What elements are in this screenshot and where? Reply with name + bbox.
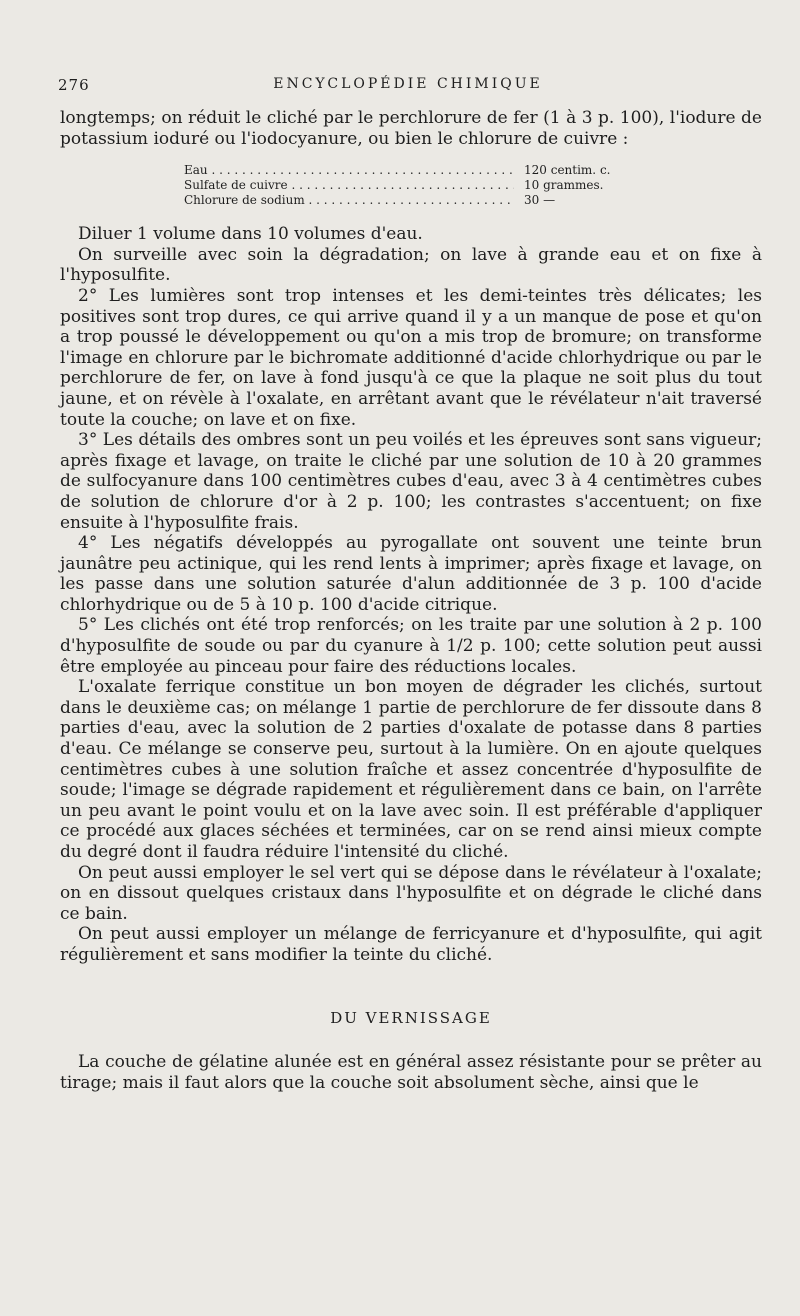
- paragraph: 3° Les détails des ombres sont un peu voilés et les épreuves sont sans vigueur; après fixage et lavage, on traite le cliché par une solution de 10 à 20 grammes de sulfocyanure dans 100 centimètres cubes d'eau, avec 3 à 4 centimètres cubes de solution de chlorure d'or à 2 p. 100; les contrastes s'accentuent; on fixe ensuite à l'hyposulfite frais.: [60, 430, 762, 533]
- ingredient-name: Chlorure de sodium . . .: [184, 193, 514, 208]
- page-number: 276: [58, 76, 90, 94]
- paragraph: 5° Les clichés ont été trop renforcés; on les traite par une solution à 2 p. 100 d'hyposulfite de soude ou par du cyanure à 1/2 p. 100; cette solution peut aussi être employée au pinceau pour faire des réductions locales.: [60, 615, 762, 677]
- paragraph: Diluer 1 volume dans 10 volumes d'eau.: [78, 224, 423, 245]
- ingredient-quantity: 120 centim. c.: [524, 163, 611, 178]
- paragraph: 4° Les négatifs développés au pyrogallate ont souvent une teinte brun jaunâtre peu actinique, qui les rend lents à imprimer; après fixage et lavage, on les passe dans une solution saturée d'alun additionnée de 3 p. 100 d'acide chlorhydrique ou de 5 à 10 p. 100 d'acide citrique.: [60, 533, 762, 615]
- paragraph: 2° Les lumières sont trop intenses et les demi-teintes très délicates; les positives sont trop dures, ce qui arrive quand il y a un manque de pose et qu'on a trop poussé le développement ou qu'on a mis trop de bromure; on transforme l'image en chlorure par le bichromate additionné d'acide chlorhydrique ou par le perchlorure de fer, on lave à fond jusqu'à ce que la plaque ne soit plus du tout jaune, et on révèle à l'oxalate, en arrêtant avant que le révélateur n'ait traversé toute la couche; on lave et on fixe.: [60, 285, 762, 430]
- running-title: ENCYCLOPÉDIE CHIMIQUE: [273, 76, 543, 92]
- paragraph: La couche de gélatine alunée est en général assez résistante pour se prêter au tirage; mais il faut alors que la couche soit absolument sèche, ainsi que le: [60, 1052, 762, 1093]
- ingredient-name: Sulfate de cuivre . . .: [184, 178, 514, 193]
- body-text: [60, 108, 762, 1093]
- paragraph: On peut aussi employer un mélange de ferricyanure et d'hyposulfite, qui agit régulièrement et sans modifier la teinte du cliché.: [60, 924, 762, 965]
- ingredient-name: Eau . . .: [184, 163, 514, 178]
- recipe-row: [184, 163, 704, 178]
- ingredient-quantity: 30 —: [524, 193, 556, 208]
- paragraph: On peut aussi employer le sel vert qui se dépose dans le révélateur à l'oxalate; on en dissout quelques cristaux dans l'hyposulfite et on dégrade le cliché dans ce bain.: [60, 862, 762, 924]
- ingredient-quantity: 10 grammes.: [524, 178, 604, 193]
- section-title: DU VERNISSAGE: [330, 1008, 492, 1027]
- recipe-table: [184, 163, 704, 208]
- paragraph: L'oxalate ferrique constitue un bon moyen de dégrader les clichés, surtout dans le deuxième cas; on mélange 1 partie de perchlorure de fer dissoute dans 8 parties d'eau, avec la solution de 2 parties d'oxalate de potasse dans 8 parties d'eau. Ce mélange se conserve peu, surtout à la lumière. On en ajoute quelques centimètres cubes à une solution fraîche et assez concentrée d'hyposulfite de soude; l'image se dégrade rapidement et régulièrement dans ce bain, on l'arrête un peu avant le point voulu et on la lave avec soin. Il est préférable d'appliquer ce procédé aux glaces séchées et terminées, car on se rend ainsi mieux compte du degré dont il faudra réduire l'intensité du cliché.: [60, 677, 762, 862]
- recipe-row: [184, 178, 704, 193]
- recipe-row: [184, 193, 704, 208]
- paragraph: longtemps; on réduit le cliché par le perchlorure de fer (1 à 3 p. 100), l'iodure de potassium ioduré ou l'iodocyanure, ou bien le chlorure de cuivre :: [60, 108, 762, 149]
- running-header: [58, 76, 758, 98]
- paragraph: On surveille avec soin la dégradation; on lave à grande eau et on fixe à l'hyposulfite.: [60, 244, 762, 286]
